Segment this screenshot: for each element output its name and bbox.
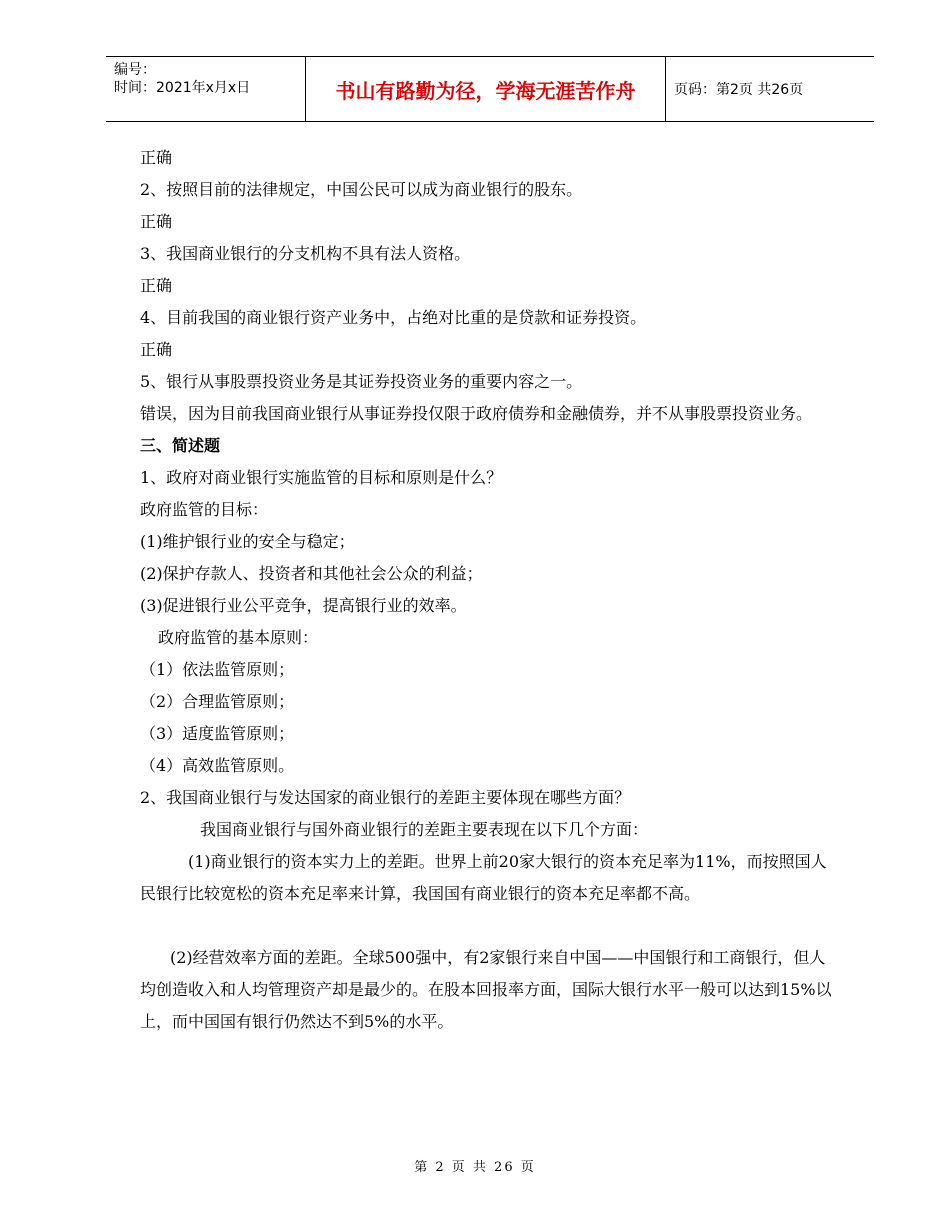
answer-line: 正确 xyxy=(140,340,173,359)
question-line: 2、我国商业银行与发达国家的商业银行的差距主要体现在哪些方面？ xyxy=(140,788,631,807)
list-item: （2）合理监管原则； xyxy=(140,692,295,711)
subsection-title: 政府监管的目标： xyxy=(140,500,269,519)
subsection-title: 政府监管的基本原则： xyxy=(158,628,319,647)
page-header xyxy=(106,56,874,122)
list-item: （3）适度监管原则； xyxy=(140,724,295,743)
list-item: （4）高效监管原则。 xyxy=(140,756,295,775)
answer-paragraph: (1)商业银行的资本实力上的差距。世界上前20家大银行的资本充足率为11%，而按照国人民银行比较宽松的资本充足率来计算，我国国有商业银行的资本充足率都不高。 xyxy=(140,852,827,903)
answer-intro: 我国商业银行与国外商业银行的差距主要表现在以下几个方面： xyxy=(200,820,649,839)
answer-line: 正确 xyxy=(140,148,173,167)
section-title: 三、简述题 xyxy=(140,436,221,455)
question-line: 4、目前我国的商业银行资产业务中，占绝对比重的是贷款和证券投资。 xyxy=(140,308,647,327)
list-item: （1）依法监管原则； xyxy=(140,660,295,679)
answer-line: 正确 xyxy=(140,212,173,231)
header-page-code: 页码：第2页 共26页 xyxy=(674,82,804,98)
list-item: (1)维护银行业的安全与稳定； xyxy=(140,532,355,551)
question-line: 1、政府对商业银行实施监管的目标和原则是什么？ xyxy=(140,468,503,487)
page-footer: 第 2 页 共 26 页 xyxy=(414,1160,536,1175)
answer-paragraph: (2)经营效率方面的差距。全球500强中，有2家银行来自中国——中国银行和工商银行，但人均创造收入和人均管理资产却是最少的。在股本回报率方面，国际大银行水平一般可以达到15%以上，而中国国有银行仍然达不到5%的水平。 xyxy=(140,948,832,1031)
question-line: 2、按照目前的法律规定，中国公民可以成为商业银行的股东。 xyxy=(140,180,583,199)
question-line: 5、银行从事股票投资业务是其证券投资业务的重要内容之一。 xyxy=(140,372,583,391)
header-motto: 书山有路勤为径，学海无涯苦作舟 xyxy=(306,57,666,121)
list-item: (2)保护存款人、投资者和其他社会公众的利益； xyxy=(140,564,483,583)
list-item: (3)促进银行业公平竞争，提高银行业的效率。 xyxy=(140,596,467,615)
answer-line: 错误，因为目前我国商业银行从事证券投仅限于政府债券和金融债券，并不从事股票投资业务。 xyxy=(140,404,813,423)
question-line: 3、我国商业银行的分支机构不具有法人资格。 xyxy=(140,244,471,263)
header-meta xyxy=(106,57,306,121)
paragraph-gap xyxy=(140,910,840,942)
document-body xyxy=(140,142,840,1038)
document-time-label: 时间：2021年x月x日 xyxy=(114,80,251,96)
document-number-label: 编号： xyxy=(114,62,156,78)
answer-line: 正确 xyxy=(140,276,173,295)
